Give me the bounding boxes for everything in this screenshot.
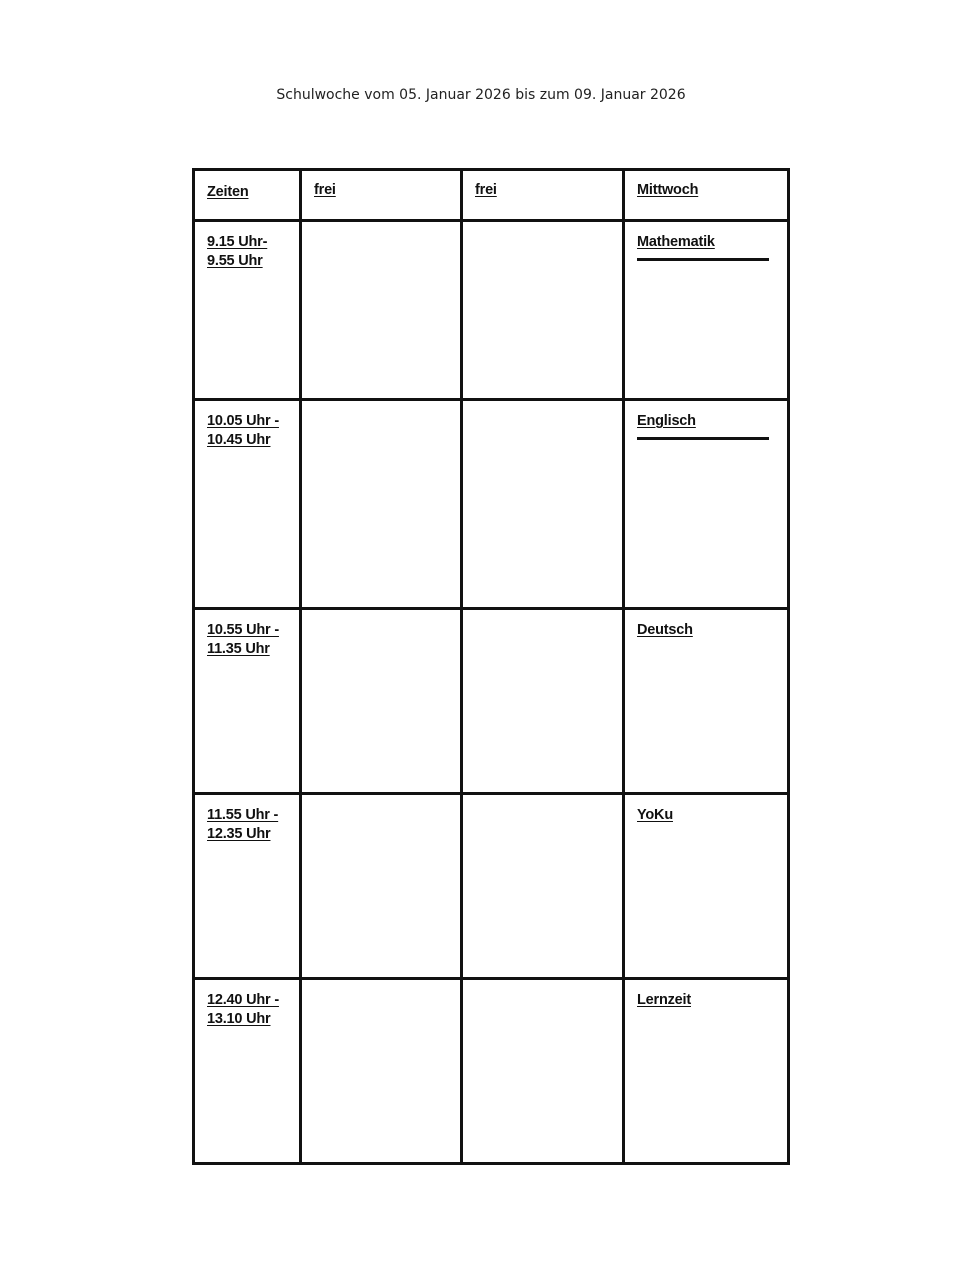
subject-cell [624,400,789,609]
time-cell [194,609,301,794]
header-times-cell [194,170,301,221]
time-label: 9.15 Uhr- 9.55 Uhr [207,234,268,269]
time-label: 11.55 Uhr - 12.35 Uhr [207,807,279,842]
time-label: 10.55 Uhr - 11.35 Uhr [207,622,279,657]
empty-cell [301,221,462,400]
header-col3-cell [624,170,789,221]
time-cell [194,400,301,609]
subject-cell [624,979,789,1164]
divider-line [637,437,769,440]
subject-cell [624,221,789,400]
subject-label: Mathematik [637,234,715,250]
time-label: 10.05 Uhr - 10.45 Uhr [207,413,279,448]
subject-cell [624,609,789,794]
table-row [194,794,789,979]
time-cell [194,794,301,979]
header-col2-cell [462,170,624,221]
header-col2-label: frei [475,182,497,198]
header-col1-label: frei [314,182,336,198]
table-row [194,609,789,794]
subject-label: Englisch [637,413,696,429]
table-row [194,979,789,1164]
header-times-label: Zeiten [207,184,249,200]
page-title: Schulwoche vom 05. Januar 2026 bis zum 09. Januar 2026 [276,87,686,103]
empty-cell [301,400,462,609]
timetable [192,168,790,1165]
header-col3-label: Mittwoch [637,182,699,198]
time-cell [194,221,301,400]
table-row [194,221,789,400]
header-col1-cell [301,170,462,221]
empty-cell [462,609,624,794]
empty-cell [462,794,624,979]
empty-cell [462,979,624,1164]
header-row [194,170,789,221]
empty-cell [462,221,624,400]
empty-cell [462,400,624,609]
empty-cell [301,794,462,979]
time-cell [194,979,301,1164]
subject-label: YoKu [637,807,673,823]
subject-label: Deutsch [637,622,693,638]
empty-cell [301,979,462,1164]
table-row [194,400,789,609]
empty-cell [301,609,462,794]
divider-line [637,258,769,261]
time-label: 12.40 Uhr - 13.10 Uhr [207,992,279,1027]
subject-label: Lernzeit [637,992,691,1008]
subject-cell [624,794,789,979]
